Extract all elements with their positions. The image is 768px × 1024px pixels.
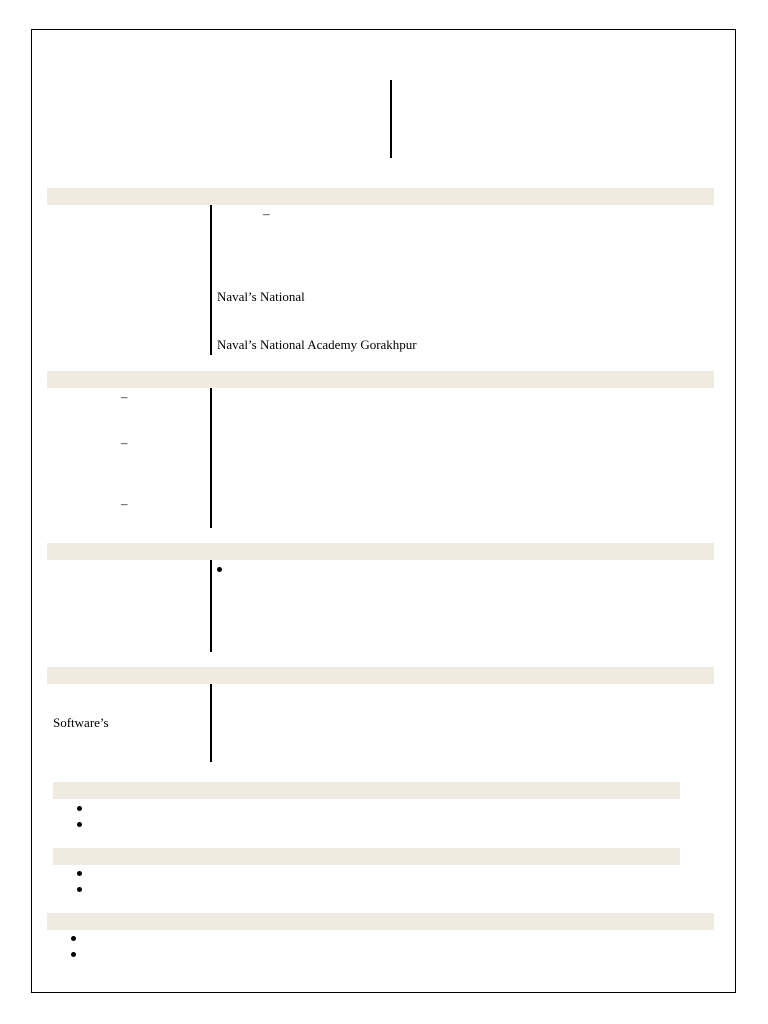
education-school-1: Naval’s National bbox=[217, 289, 305, 304]
section-band-7 bbox=[47, 913, 714, 930]
section-band-4 bbox=[47, 667, 714, 684]
section-band-2 bbox=[47, 371, 714, 388]
section-band-5 bbox=[53, 782, 680, 799]
bullet bbox=[77, 822, 82, 827]
section-band-3 bbox=[47, 543, 714, 560]
section-band-6 bbox=[53, 848, 680, 865]
education-dash: – bbox=[263, 206, 270, 221]
column-divider-4 bbox=[210, 684, 212, 762]
experience-dash-2: – bbox=[121, 435, 128, 450]
column-divider-1 bbox=[210, 205, 212, 355]
bullet bbox=[77, 887, 82, 892]
bullet bbox=[77, 871, 82, 876]
bullet bbox=[71, 936, 76, 941]
column-divider-3 bbox=[210, 560, 212, 652]
section-band-1 bbox=[47, 188, 714, 205]
education-school-2: Naval’s National Academy Gorakhpur bbox=[217, 337, 417, 352]
header-divider bbox=[390, 80, 392, 158]
bullet bbox=[71, 952, 76, 957]
experience-dash-1: – bbox=[121, 389, 128, 404]
experience-dash-3: – bbox=[121, 496, 128, 511]
column-divider-2 bbox=[210, 388, 212, 528]
skills-software-label: Software’s bbox=[53, 715, 109, 730]
bullet bbox=[77, 806, 82, 811]
bullet bbox=[217, 567, 222, 572]
